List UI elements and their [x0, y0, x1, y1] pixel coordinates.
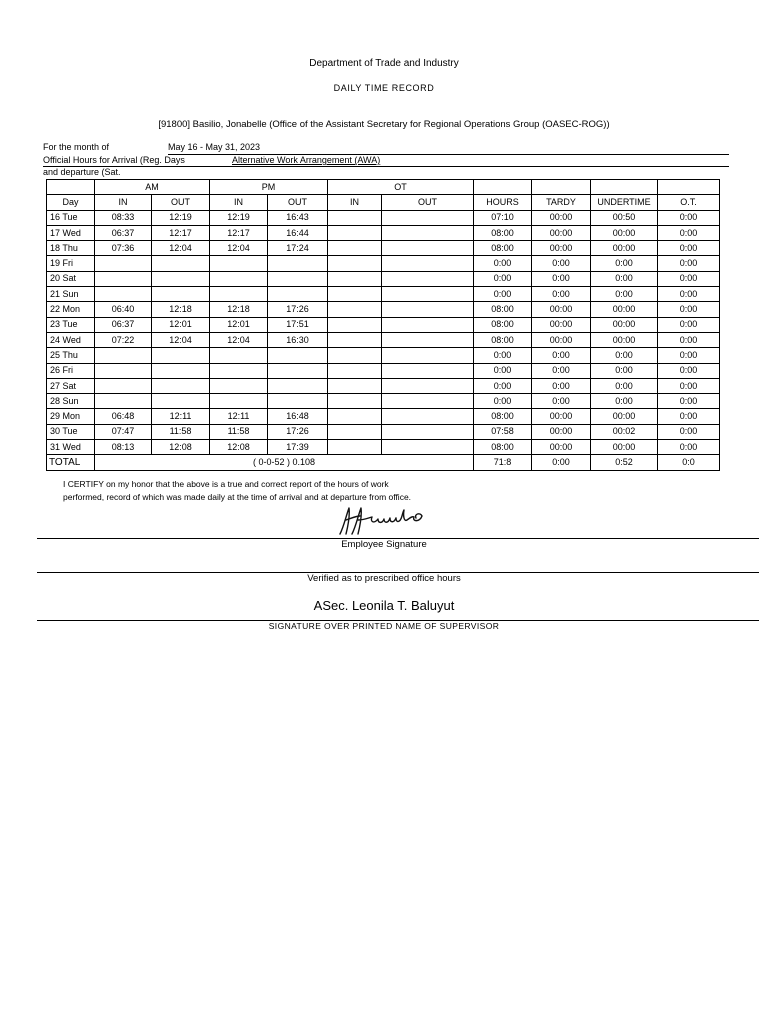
am-in-column-header: IN	[95, 195, 152, 210]
ot-in-cell	[328, 378, 382, 393]
pm-in-column-header: IN	[210, 195, 268, 210]
tardy-cell: 0:00	[532, 271, 591, 286]
ot-total-column-header: O.T.	[658, 195, 720, 210]
am-out-cell: 12:01	[152, 317, 210, 332]
pm-out-cell: 16:44	[268, 225, 328, 240]
am-out-column-header: OUT	[152, 195, 210, 210]
tardy-cell: 00:00	[532, 409, 591, 424]
tardy-cell: 0:00	[532, 394, 591, 409]
tardy-cell: 0:00	[532, 256, 591, 271]
day-cell: 20 Sat	[47, 271, 95, 286]
table-row	[47, 287, 720, 302]
ot-total-group-blank	[658, 180, 720, 195]
ot-in-cell	[328, 424, 382, 439]
ot-out-cell	[382, 302, 474, 317]
ot-in-cell	[328, 287, 382, 302]
tardy-cell: 00:00	[532, 424, 591, 439]
undertime-cell: 00:00	[591, 317, 658, 332]
undertime-cell: 00:00	[591, 241, 658, 256]
am-in-cell: 07:47	[95, 424, 152, 439]
ot-total-cell: 0:00	[658, 256, 720, 271]
am-in-cell	[95, 348, 152, 363]
ot-out-cell	[382, 440, 474, 455]
am-out-cell: 12:19	[152, 210, 210, 225]
ot-total-cell: 0:00	[658, 317, 720, 332]
am-out-cell: 11:58	[152, 424, 210, 439]
pm-in-cell	[210, 363, 268, 378]
day-cell: 30 Tue	[47, 424, 95, 439]
supervisor-caption: SIGNATURE OVER PRINTED NAME OF SUPERVISOR	[268, 621, 500, 631]
official-hours-value: Alternative Work Arrangement (AWA)	[232, 155, 381, 165]
ot-total-cell: 0:00	[658, 378, 720, 393]
pm-in-cell: 12:11	[210, 409, 268, 424]
tardy-cell: 0:00	[532, 378, 591, 393]
day-cell: 17 Wed	[47, 225, 95, 240]
am-in-cell	[95, 271, 152, 286]
ot-total-cell: 0:00	[658, 210, 720, 225]
am-in-cell: 06:40	[95, 302, 152, 317]
ot-in-cell	[328, 409, 382, 424]
am-out-cell	[152, 378, 210, 393]
undertime-cell: 0:00	[591, 394, 658, 409]
ot-in-cell	[328, 394, 382, 409]
pm-group-header: PM	[210, 180, 328, 195]
table-row	[47, 241, 720, 256]
certification-text	[63, 478, 411, 504]
table-row	[47, 210, 720, 225]
table-row	[47, 409, 720, 424]
pm-out-cell	[268, 256, 328, 271]
am-in-cell: 07:36	[95, 241, 152, 256]
ot-in-cell	[328, 225, 382, 240]
hours-cell: 08:00	[474, 302, 532, 317]
pm-in-cell: 12:04	[210, 332, 268, 347]
undertime-cell: 00:00	[591, 409, 658, 424]
tardy-cell: 00:00	[532, 332, 591, 347]
pm-out-cell	[268, 394, 328, 409]
ot-in-cell	[328, 317, 382, 332]
hours-cell: 08:00	[474, 409, 532, 424]
tardy-cell: 0:00	[532, 287, 591, 302]
am-group-header: AM	[95, 180, 210, 195]
ot-total-cell: 0:00	[658, 409, 720, 424]
pm-in-cell	[210, 348, 268, 363]
ot-out-column-header: OUT	[382, 195, 474, 210]
ot-total-cell: 0:00	[658, 287, 720, 302]
official-hours-label: Official Hours for Arrival (Reg. Days	[43, 155, 185, 165]
undertime-cell: 0:00	[591, 378, 658, 393]
document-title: DAILY TIME RECORD	[333, 83, 435, 93]
day-cell: 21 Sun	[47, 287, 95, 302]
ot-in-cell	[328, 241, 382, 256]
employee-name: [91800] Basilio, Jonabelle (Office of the Assistant Secretary for Regional Operations Group (OASEC-ROG))	[158, 119, 610, 130]
ot-in-column-header: IN	[328, 195, 382, 210]
pm-out-cell	[268, 378, 328, 393]
table-row	[47, 256, 720, 271]
undertime-cell: 0:00	[591, 256, 658, 271]
tardy-cell: 00:00	[532, 302, 591, 317]
day-cell: 27 Sat	[47, 378, 95, 393]
undertime-cell: 00:00	[591, 332, 658, 347]
month-label: For the month of	[43, 142, 110, 152]
ot-out-cell	[382, 332, 474, 347]
undertime-cell: 0:00	[591, 271, 658, 286]
table-row	[47, 363, 720, 378]
am-in-cell: 07:22	[95, 332, 152, 347]
table-row	[47, 378, 720, 393]
day-cell: 23 Tue	[47, 317, 95, 332]
supervisor-name: ASec. Leonila T. Baluyut	[313, 598, 455, 613]
pm-in-cell: 12:08	[210, 440, 268, 455]
pm-in-cell: 12:18	[210, 302, 268, 317]
ot-in-cell	[328, 348, 382, 363]
pm-in-cell: 12:01	[210, 317, 268, 332]
group-header-row	[47, 180, 720, 195]
tardy-cell: 00:00	[532, 225, 591, 240]
pm-out-cell	[268, 271, 328, 286]
hours-cell: 0:00	[474, 378, 532, 393]
am-out-cell	[152, 348, 210, 363]
ot-out-cell	[382, 348, 474, 363]
undertime-cell: 00:00	[591, 440, 658, 455]
day-cell: 18 Thu	[47, 241, 95, 256]
pm-in-cell	[210, 394, 268, 409]
ot-total-cell: 0:00	[658, 302, 720, 317]
table-row	[47, 332, 720, 347]
ot-total-cell: 0:00	[658, 394, 720, 409]
tardy-column-header: TARDY	[532, 195, 591, 210]
department-name: Department of Trade and Industry	[309, 58, 459, 69]
certification-line-2: performed, record of which was made daily at the time of arrival and at departure from office.	[63, 492, 412, 502]
day-group-blank	[47, 180, 95, 195]
ot-out-cell	[382, 424, 474, 439]
hours-cell: 08:00	[474, 225, 532, 240]
hours-cell: 0:00	[474, 271, 532, 286]
ot-total-cell: 0:00	[658, 348, 720, 363]
hours-cell: 0:00	[474, 348, 532, 363]
undertime-cell: 0:00	[591, 287, 658, 302]
pm-in-cell	[210, 287, 268, 302]
am-in-cell	[95, 256, 152, 271]
day-cell: 24 Wed	[47, 332, 95, 347]
ot-group-header: OT	[328, 180, 474, 195]
undertime-group-blank	[591, 180, 658, 195]
total-label: TOTAL	[47, 455, 95, 470]
pm-out-cell	[268, 287, 328, 302]
pm-in-cell: 12:17	[210, 225, 268, 240]
ot-out-cell	[382, 256, 474, 271]
tardy-cell: 00:00	[532, 440, 591, 455]
employee-signature-icon	[334, 504, 430, 538]
hours-cell: 0:00	[474, 256, 532, 271]
am-in-cell: 06:48	[95, 409, 152, 424]
table-row	[47, 317, 720, 332]
table-row	[47, 424, 720, 439]
day-column-header: Day	[47, 195, 95, 210]
total-hours: 71:8	[474, 455, 532, 470]
table-row	[47, 302, 720, 317]
am-in-cell: 08:33	[95, 210, 152, 225]
ot-in-cell	[328, 256, 382, 271]
hours-cell: 0:00	[474, 287, 532, 302]
am-in-cell: 06:37	[95, 225, 152, 240]
time-record-table	[46, 179, 720, 471]
pm-in-cell	[210, 378, 268, 393]
pm-out-column-header: OUT	[268, 195, 328, 210]
am-out-cell: 12:04	[152, 332, 210, 347]
undertime-cell: 00:02	[591, 424, 658, 439]
ot-in-cell	[328, 440, 382, 455]
total-row	[47, 455, 720, 470]
pm-out-cell	[268, 348, 328, 363]
pm-in-cell	[210, 256, 268, 271]
pm-in-cell	[210, 271, 268, 286]
day-cell: 31 Wed	[47, 440, 95, 455]
ot-out-cell	[382, 210, 474, 225]
total-summary: ( 0-0-52 ) 0.108	[95, 455, 474, 470]
day-cell: 22 Mon	[47, 302, 95, 317]
undertime-cell: 00:00	[591, 302, 658, 317]
tardy-cell: 0:00	[532, 363, 591, 378]
am-out-cell: 12:11	[152, 409, 210, 424]
undertime-column-header: UNDERTIME	[591, 195, 658, 210]
ot-out-cell	[382, 271, 474, 286]
ot-total-cell: 0:00	[658, 332, 720, 347]
ot-out-cell	[382, 317, 474, 332]
tardy-cell: 00:00	[532, 317, 591, 332]
am-in-cell	[95, 378, 152, 393]
am-out-cell	[152, 271, 210, 286]
ot-total-cell: 0:00	[658, 363, 720, 378]
table-row	[47, 225, 720, 240]
hours-cell: 08:00	[474, 241, 532, 256]
am-out-cell: 12:17	[152, 225, 210, 240]
ot-out-cell	[382, 363, 474, 378]
day-cell: 29 Mon	[47, 409, 95, 424]
hours-cell: 0:00	[474, 363, 532, 378]
table-row	[47, 348, 720, 363]
am-out-cell	[152, 256, 210, 271]
day-cell: 28 Sun	[47, 394, 95, 409]
hours-cell: 07:10	[474, 210, 532, 225]
verified-caption: Verified as to prescribed office hours	[307, 573, 461, 584]
ot-total-cell: 0:00	[658, 271, 720, 286]
pm-out-cell: 17:51	[268, 317, 328, 332]
am-in-cell	[95, 394, 152, 409]
hours-cell: 07:58	[474, 424, 532, 439]
tardy-cell: 0:00	[532, 348, 591, 363]
undertime-cell: 0:00	[591, 348, 658, 363]
pm-out-cell: 17:26	[268, 302, 328, 317]
time-record-body	[47, 210, 720, 455]
table-row	[47, 394, 720, 409]
am-in-cell	[95, 363, 152, 378]
undertime-cell: 00:00	[591, 225, 658, 240]
table-row	[47, 440, 720, 455]
undertime-cell: 00:50	[591, 210, 658, 225]
ot-in-cell	[328, 302, 382, 317]
am-in-cell: 08:13	[95, 440, 152, 455]
hours-group-blank	[474, 180, 532, 195]
am-out-cell	[152, 287, 210, 302]
column-header-row	[47, 195, 720, 210]
pm-out-cell: 17:26	[268, 424, 328, 439]
day-cell: 16 Tue	[47, 210, 95, 225]
pm-in-cell: 11:58	[210, 424, 268, 439]
total-tardy: 0:00	[532, 455, 591, 470]
pm-out-cell: 17:39	[268, 440, 328, 455]
ot-total-cell: 0:00	[658, 440, 720, 455]
pm-out-cell	[268, 363, 328, 378]
departure-label: and departure (Sat.	[43, 167, 121, 177]
ot-total-cell: 0:00	[658, 241, 720, 256]
hours-column-header: HOURS	[474, 195, 532, 210]
pm-in-cell: 12:19	[210, 210, 268, 225]
am-out-cell: 12:08	[152, 440, 210, 455]
pm-in-cell: 12:04	[210, 241, 268, 256]
am-out-cell: 12:04	[152, 241, 210, 256]
am-in-cell	[95, 287, 152, 302]
pm-out-cell: 16:30	[268, 332, 328, 347]
table-row	[47, 271, 720, 286]
ot-out-cell	[382, 378, 474, 393]
total-undertime: 0:52	[591, 455, 658, 470]
pm-out-cell: 16:48	[268, 409, 328, 424]
ot-total-cell: 0:00	[658, 225, 720, 240]
am-out-cell	[152, 394, 210, 409]
employee-signature-caption: Employee Signature	[341, 539, 427, 550]
ot-in-cell	[328, 210, 382, 225]
hours-cell: 0:00	[474, 394, 532, 409]
day-cell: 19 Fri	[47, 256, 95, 271]
tardy-cell: 00:00	[532, 241, 591, 256]
pm-out-cell: 17:24	[268, 241, 328, 256]
day-cell: 26 Fri	[47, 363, 95, 378]
tardy-cell: 00:00	[532, 210, 591, 225]
am-out-cell: 12:18	[152, 302, 210, 317]
am-in-cell: 06:37	[95, 317, 152, 332]
ot-in-cell	[328, 271, 382, 286]
hours-cell: 08:00	[474, 440, 532, 455]
am-out-cell	[152, 363, 210, 378]
ot-out-cell	[382, 394, 474, 409]
hours-underline	[43, 166, 729, 167]
hours-cell: 08:00	[474, 332, 532, 347]
certification-line-1: I CERTIFY on my honor that the above is a true and correct report of the hours of work	[63, 479, 389, 489]
month-value: May 16 - May 31, 2023	[168, 142, 261, 152]
ot-total-cell: 0:00	[658, 424, 720, 439]
ot-out-cell	[382, 225, 474, 240]
ot-out-cell	[382, 409, 474, 424]
total-ot: 0:0	[658, 455, 720, 470]
ot-out-cell	[382, 241, 474, 256]
ot-in-cell	[328, 363, 382, 378]
hours-cell: 08:00	[474, 317, 532, 332]
ot-in-cell	[328, 332, 382, 347]
tardy-group-blank	[532, 180, 591, 195]
pm-out-cell: 16:43	[268, 210, 328, 225]
ot-out-cell	[382, 287, 474, 302]
day-cell: 25 Thu	[47, 348, 95, 363]
undertime-cell: 0:00	[591, 363, 658, 378]
